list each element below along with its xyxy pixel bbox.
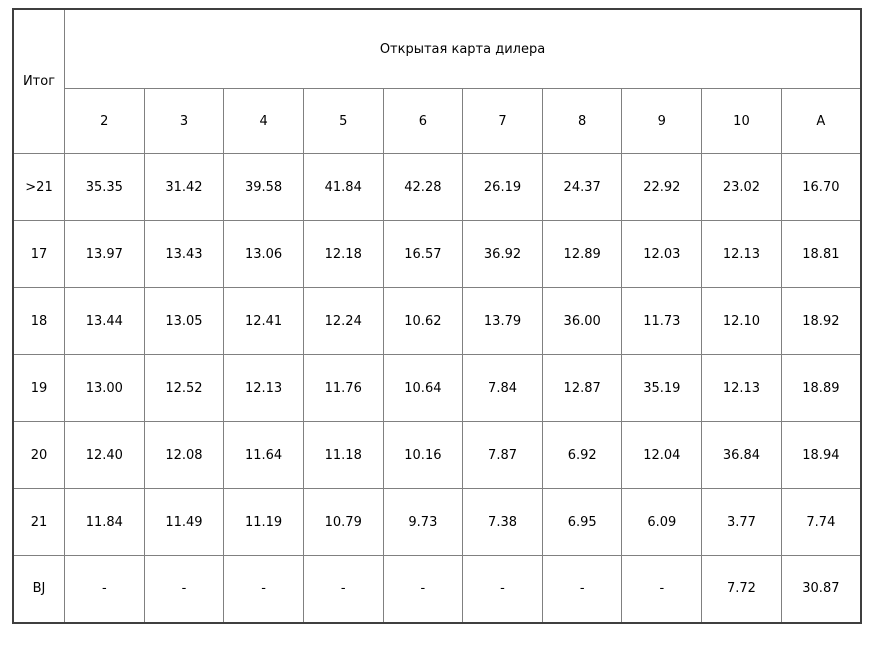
table-cell: 11.64 — [224, 422, 304, 489]
table-cell: 18.94 — [781, 422, 861, 489]
table-cell: 42.28 — [383, 154, 463, 221]
table-cell: 36.00 — [542, 288, 622, 355]
table-row — [13, 288, 861, 355]
table-cell: - — [622, 556, 702, 623]
column-header: 2 — [65, 89, 145, 154]
table-cell: 10.16 — [383, 422, 463, 489]
table-cell: 10.79 — [303, 489, 383, 556]
table-cell: 12.04 — [622, 422, 702, 489]
table-cell: - — [224, 556, 304, 623]
table-cell: 13.97 — [65, 221, 145, 288]
table-header — [13, 9, 861, 154]
table-cell: 12.13 — [702, 221, 782, 288]
dealer-upcard-header: Открытая карта дилера — [65, 9, 862, 89]
table-cell: 36.92 — [463, 221, 543, 288]
table-cell: 13.06 — [224, 221, 304, 288]
table-cell: 12.03 — [622, 221, 702, 288]
table-cell: 35.19 — [622, 355, 702, 422]
table-cell: 13.05 — [144, 288, 224, 355]
row-label: >21 — [13, 154, 65, 221]
row-label: BJ — [13, 556, 65, 623]
table-cell: 12.24 — [303, 288, 383, 355]
header-row-title — [13, 9, 861, 89]
table-cell: 10.62 — [383, 288, 463, 355]
row-label: 18 — [13, 288, 65, 355]
table-cell: 39.58 — [224, 154, 304, 221]
row-label: 21 — [13, 489, 65, 556]
table-cell: 13.79 — [463, 288, 543, 355]
table-cell: 12.13 — [702, 355, 782, 422]
table-cell: 11.73 — [622, 288, 702, 355]
table-cell: 22.92 — [622, 154, 702, 221]
table-cell: 31.42 — [144, 154, 224, 221]
table-cell: 12.89 — [542, 221, 622, 288]
row-label: 19 — [13, 355, 65, 422]
table-cell: 13.00 — [65, 355, 145, 422]
table-cell: 6.09 — [622, 489, 702, 556]
table-cell: 41.84 — [303, 154, 383, 221]
table-cell: 10.64 — [383, 355, 463, 422]
table-cell: 11.19 — [224, 489, 304, 556]
column-header: 9 — [622, 89, 702, 154]
dealer-outcome-table — [12, 8, 862, 624]
column-header: 4 — [224, 89, 304, 154]
table-cell: 9.73 — [383, 489, 463, 556]
table-cell: 23.02 — [702, 154, 782, 221]
table-row — [13, 489, 861, 556]
table-cell: - — [303, 556, 383, 623]
table-cell: - — [542, 556, 622, 623]
table-cell: 12.52 — [144, 355, 224, 422]
table-cell: - — [65, 556, 145, 623]
table-row — [13, 355, 861, 422]
table-cell: 12.10 — [702, 288, 782, 355]
table-cell: 18.81 — [781, 221, 861, 288]
table-cell: 12.41 — [224, 288, 304, 355]
row-label: 20 — [13, 422, 65, 489]
table-cell: 6.92 — [542, 422, 622, 489]
table-cell: - — [383, 556, 463, 623]
column-header: 10 — [702, 89, 782, 154]
table-cell: 12.08 — [144, 422, 224, 489]
table-cell: 3.77 — [702, 489, 782, 556]
table-cell: 7.38 — [463, 489, 543, 556]
table-cell: 12.87 — [542, 355, 622, 422]
table-cell: 7.87 — [463, 422, 543, 489]
table-cell: - — [144, 556, 224, 623]
table-cell: 26.19 — [463, 154, 543, 221]
table-cell: 7.84 — [463, 355, 543, 422]
table-cell: 18.92 — [781, 288, 861, 355]
column-header: 6 — [383, 89, 463, 154]
table-cell: 13.44 — [65, 288, 145, 355]
table-cell: 6.95 — [542, 489, 622, 556]
table-cell: 30.87 — [781, 556, 861, 623]
table-row — [13, 422, 861, 489]
table-cell: 11.84 — [65, 489, 145, 556]
table-cell: 16.57 — [383, 221, 463, 288]
column-header: 8 — [542, 89, 622, 154]
table-cell: 24.37 — [542, 154, 622, 221]
header-row-columns — [13, 89, 861, 154]
table-cell: 11.76 — [303, 355, 383, 422]
table-cell: 36.84 — [702, 422, 782, 489]
table-cell: 18.89 — [781, 355, 861, 422]
table-cell: 12.13 — [224, 355, 304, 422]
table-cell: 11.18 — [303, 422, 383, 489]
table-cell: 12.40 — [65, 422, 145, 489]
table-cell: 7.74 — [781, 489, 861, 556]
row-axis-header: Итог — [13, 9, 65, 154]
column-header: 5 — [303, 89, 383, 154]
table-row — [13, 556, 861, 623]
table-cell: 11.49 — [144, 489, 224, 556]
table-cell: 13.43 — [144, 221, 224, 288]
column-header: A — [781, 89, 861, 154]
column-header: 7 — [463, 89, 543, 154]
table-row — [13, 221, 861, 288]
table-cell: 7.72 — [702, 556, 782, 623]
table-cell: - — [463, 556, 543, 623]
table-cell: 35.35 — [65, 154, 145, 221]
table-row — [13, 154, 861, 221]
column-header: 3 — [144, 89, 224, 154]
table-cell: 16.70 — [781, 154, 861, 221]
row-label: 17 — [13, 221, 65, 288]
table-body — [13, 154, 861, 623]
table-cell: 12.18 — [303, 221, 383, 288]
